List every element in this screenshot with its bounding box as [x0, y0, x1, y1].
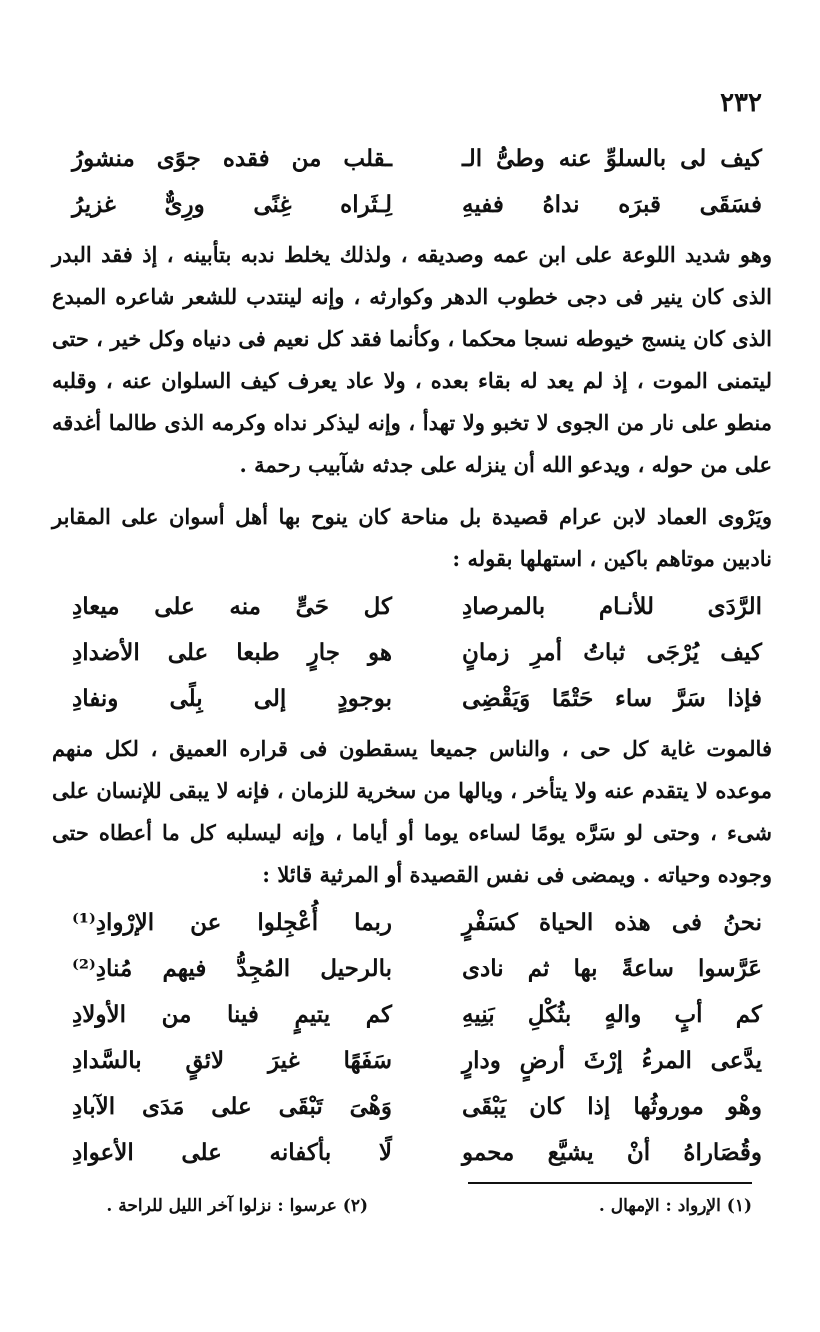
verse-second-hemistich: لًا بأكفانه على الأعوادِ — [72, 1139, 392, 1166]
footnote-divider — [468, 1182, 752, 1184]
verse-first-hemistich: وهْو موروثُها إذا كان يَبْقَى — [462, 1093, 762, 1120]
verse-second-hemistich: بالرحيل المُجِدُّ فيهم مُنادِ⁽²⁾ — [72, 955, 392, 982]
verse-second-hemistich: لِـثَراه غِنًى ورِىٌّ غزيرُ — [72, 191, 392, 218]
verse-first-hemistich: يدَّعى المرءُ إرْثَ أرضٍ ودارٍ — [462, 1047, 762, 1074]
verse-second-hemistich: بوجودٍ إلى بِلًى ونفادِ — [72, 685, 392, 712]
verse-second-hemistich: كل حَىٍّ منه على ميعادِ — [72, 593, 392, 620]
page-number: ٢٣٢ — [720, 88, 762, 118]
verse-line — [72, 992, 762, 1038]
verse-first-hemistich: كيف لى بالسلوِّ عنه وطىُّ الـ — [462, 145, 762, 172]
verse-first-hemistich: فسَقَى قبرَه نداهُ ففيهِ — [462, 191, 762, 218]
verse-first-hemistich: فإذا سَرَّ ساء حَتْمًا وَيَقْضِى — [462, 685, 762, 712]
verse-second-hemistich: هو جارٍ طبعا على الأضدادِ — [72, 639, 392, 666]
verse-line — [72, 182, 762, 228]
verse-first-hemistich: نحنُ فى هذه الحياة كسَفْرٍ — [462, 909, 762, 936]
verse-line — [72, 1038, 762, 1084]
poem-1 — [72, 136, 762, 228]
paragraph: وهو شديد اللوعة على ابن عمه وصديقه ، ولذلك يخلط ندبه بتأبينه ، إذ فقد البدر الذى كان ينير فى دجى خطوب الدهر وكوارثه ، وإنه لينتدب للشعر شاعره المبدع الذى كان ينسج خيوطه نسجا محكما ، وكأنما فقد كل نعيم فى دنياه وكل خير ، حتى ليتمنى الموت ، إذ لم يعد له بقاء بعده ، ولا عاد يعرف كيف السلوان عنه ، وقلبه منطو على نار من الجوى لا تخبو ولا تهدأ ، وإنه ليذكر نداه وكرمه الذى طالما أغدقه على من حوله ، ويدعو الله أن ينزله على جدثه شآبيب رحمة . — [52, 242, 772, 477]
verse-second-hemistich: ربما أُعْجِلوا عن الإرْوادِ⁽¹⁾ — [72, 909, 392, 936]
verse-first-hemistich: كيف يُرْجَى ثباتُ أمرِ زمانٍ — [462, 639, 762, 666]
poem-3 — [72, 900, 762, 1176]
verse-first-hemistich: كم أبٍ والهٍ بثُكْلِ بَنِيهِ — [462, 1001, 762, 1028]
footnote: (٢) عرسوا : نزلوا آخر الليل للراحة . — [106, 1196, 368, 1216]
paragraph: ويَرْوى العماد لابن عرام قصيدة بل مناحة كان ينوح بها أهل أسوان على المقابر نادبين موتاهم باكين ، استهلها بقوله : — [52, 504, 772, 571]
verse-line — [72, 900, 762, 946]
verse-second-hemistich: كم يتيمٍ فينا من الأولادِ — [72, 1001, 392, 1028]
verse-line — [72, 1084, 762, 1130]
verse-line — [72, 136, 762, 182]
verse-first-hemistich: عَرَّسوا ساعةً بها ثم نادى — [462, 955, 762, 982]
verse-second-hemistich: سَفَهًا غيرَ لائقٍ بالسَّدادِ — [72, 1047, 392, 1074]
verse-line — [72, 1130, 762, 1176]
verse-line — [72, 946, 762, 992]
footnote: (١) الإرواد : الإمهال . — [598, 1196, 752, 1216]
paragraph: فالموت غاية كل حى ، والناس جميعا يسقطون فى قراره العميق ، لكل منهم موعده لا يتقدم عنه ولا يتأخر ، ويالها من سخرية للزمان ، فإنه لا يبقى للإنسان على شىء ، وحتى لو سَرَّه يومًا لساءه يوما أو أياما ، وإنه ليسلبه كل ما أعطاه حتى وجوده وحياته . ويمضى فى نفس القصيدة أو المرثية قائلا : — [52, 736, 772, 887]
verse-first-hemistich: وقُصَاراهُ أنْ يشيَّع محمو — [462, 1139, 762, 1166]
verse-first-hemistich: الرَّدَى للأنـام بالمرصادِ — [462, 593, 762, 620]
verse-second-hemistich: ـقلب من فقده جوًى منشورُ — [72, 145, 392, 172]
verse-line — [72, 676, 762, 722]
verse-line — [72, 584, 762, 630]
poem-2 — [72, 584, 762, 722]
verse-second-hemistich: وَهْىَ تَبْقَى على مَدَى الآبادِ — [72, 1093, 392, 1120]
verse-line — [72, 630, 762, 676]
